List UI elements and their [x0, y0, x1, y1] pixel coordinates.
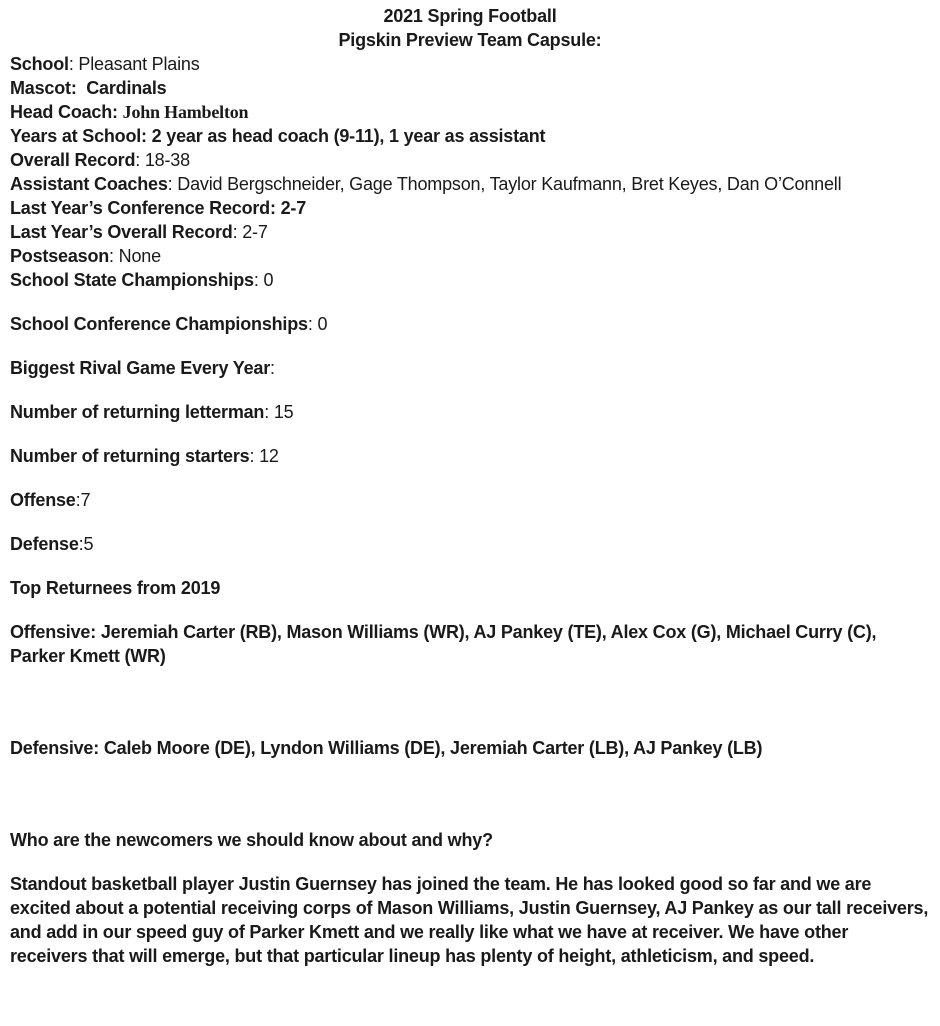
field-school: School: Pleasant Plains: [10, 54, 200, 74]
field-label: Mascot:: [10, 78, 77, 98]
field-value: 5: [83, 534, 94, 554]
document-title: 2021 Spring Football: [383, 6, 557, 26]
field-value: None: [118, 246, 161, 266]
field-label: Number of returning letterman: [10, 402, 265, 422]
field-mascot: [10, 76, 930, 100]
field-value: 2 year as head coach (9-11), 1 year as assistant: [151, 126, 546, 146]
field-last-overall-record: Last Year’s Overall Record: 2-7: [10, 222, 268, 242]
field-label: Biggest Rival Game Every Year: [10, 358, 271, 378]
defensive-returnees: Defensive: Caleb Moore (DE), Lyndon Williams (DE), Jeremiah Carter (LB), AJ Pankey (LB): [10, 738, 763, 758]
field-head-coach: [10, 100, 930, 124]
field-last-conference-record: [10, 196, 930, 220]
field-rival-game: Biggest Rival Game Every Year:: [10, 358, 275, 378]
field-defense: Defense:5: [10, 534, 94, 554]
field-value: 15: [273, 402, 294, 422]
field-label: Assistant Coaches: [10, 174, 168, 194]
field-value: John Hambelton: [122, 102, 249, 122]
field-postseason: Postseason: None: [10, 246, 161, 266]
field-offense: Offense:7: [10, 490, 91, 510]
field-value: David Bergschneider, Gage Thompson, Taylor Kaufmann, Bret Keyes, Dan O’Connell: [177, 174, 842, 194]
field-label: Years at School:: [10, 126, 147, 146]
field-label: Postseason: [10, 246, 110, 266]
field-value: Cardinals: [86, 78, 167, 98]
field-value: 7: [80, 490, 91, 510]
field-label: Overall Record: [10, 150, 136, 170]
field-returning-starters: Number of returning starters: 12: [10, 446, 279, 466]
field-value: 0: [317, 314, 328, 334]
field-value: 12: [259, 446, 279, 466]
offensive-returnees: Offensive: Jeremiah Carter (RB), Mason Williams (WR), AJ Pankey (TE), Alex Cox (G), Michael Curry (C), Parker Kmett (WR): [10, 622, 877, 666]
field-label: Defense: [10, 534, 79, 554]
field-state-championships: School State Championships: 0: [10, 270, 274, 290]
field-conference-championships: School Conference Championships: 0: [10, 314, 328, 334]
returnees-heading: [10, 576, 930, 600]
returnees-heading-text: Top Returnees from 2019: [10, 578, 221, 598]
newcomers-answer: Standout basketball player Justin Guernsey has joined the team. He has looked good so far and we are excited about a potential receiving corps of Mason Williams, Justin Guernsey, AJ Pankey as our tall receivers, and add in our speed guy of Parker Kmett and we really like what we have at receiver. We have other receivers that will emerge, but that particular lineup has plenty of height, athleticism, and speed.: [10, 874, 929, 966]
field-label: Head Coach:: [10, 102, 118, 122]
field-value: 0: [263, 270, 274, 290]
field-value: 18-38: [144, 150, 190, 170]
field-label: Offense: [10, 490, 76, 510]
field-label: School State Championships: [10, 270, 254, 290]
field-overall-record: Overall Record: 18-38: [10, 150, 190, 170]
newcomers-question: Who are the newcomers we should know about and why?: [10, 830, 493, 850]
field-years-at-school: [10, 124, 930, 148]
field-assistant-coaches: Assistant Coaches: David Bergschneider, Gage Thompson, Taylor Kaufmann, Bret Keyes, Dan O’Connell: [10, 174, 842, 194]
document-subtitle: Pigskin Preview Team Capsule:: [338, 30, 602, 50]
field-label: School Conference Championships: [10, 314, 308, 334]
field-value: Pleasant Plains: [78, 54, 200, 74]
field-label: Last Year’s Conference Record:: [10, 198, 276, 218]
field-value: 2-7: [242, 222, 268, 242]
field-returning-lettermen: Number of returning letterman: 15: [10, 402, 294, 422]
field-value: 2-7: [280, 198, 307, 218]
field-label: School: [10, 54, 69, 74]
field-label: Number of returning starters: [10, 446, 250, 466]
field-label: Last Year’s Overall Record: [10, 222, 233, 242]
